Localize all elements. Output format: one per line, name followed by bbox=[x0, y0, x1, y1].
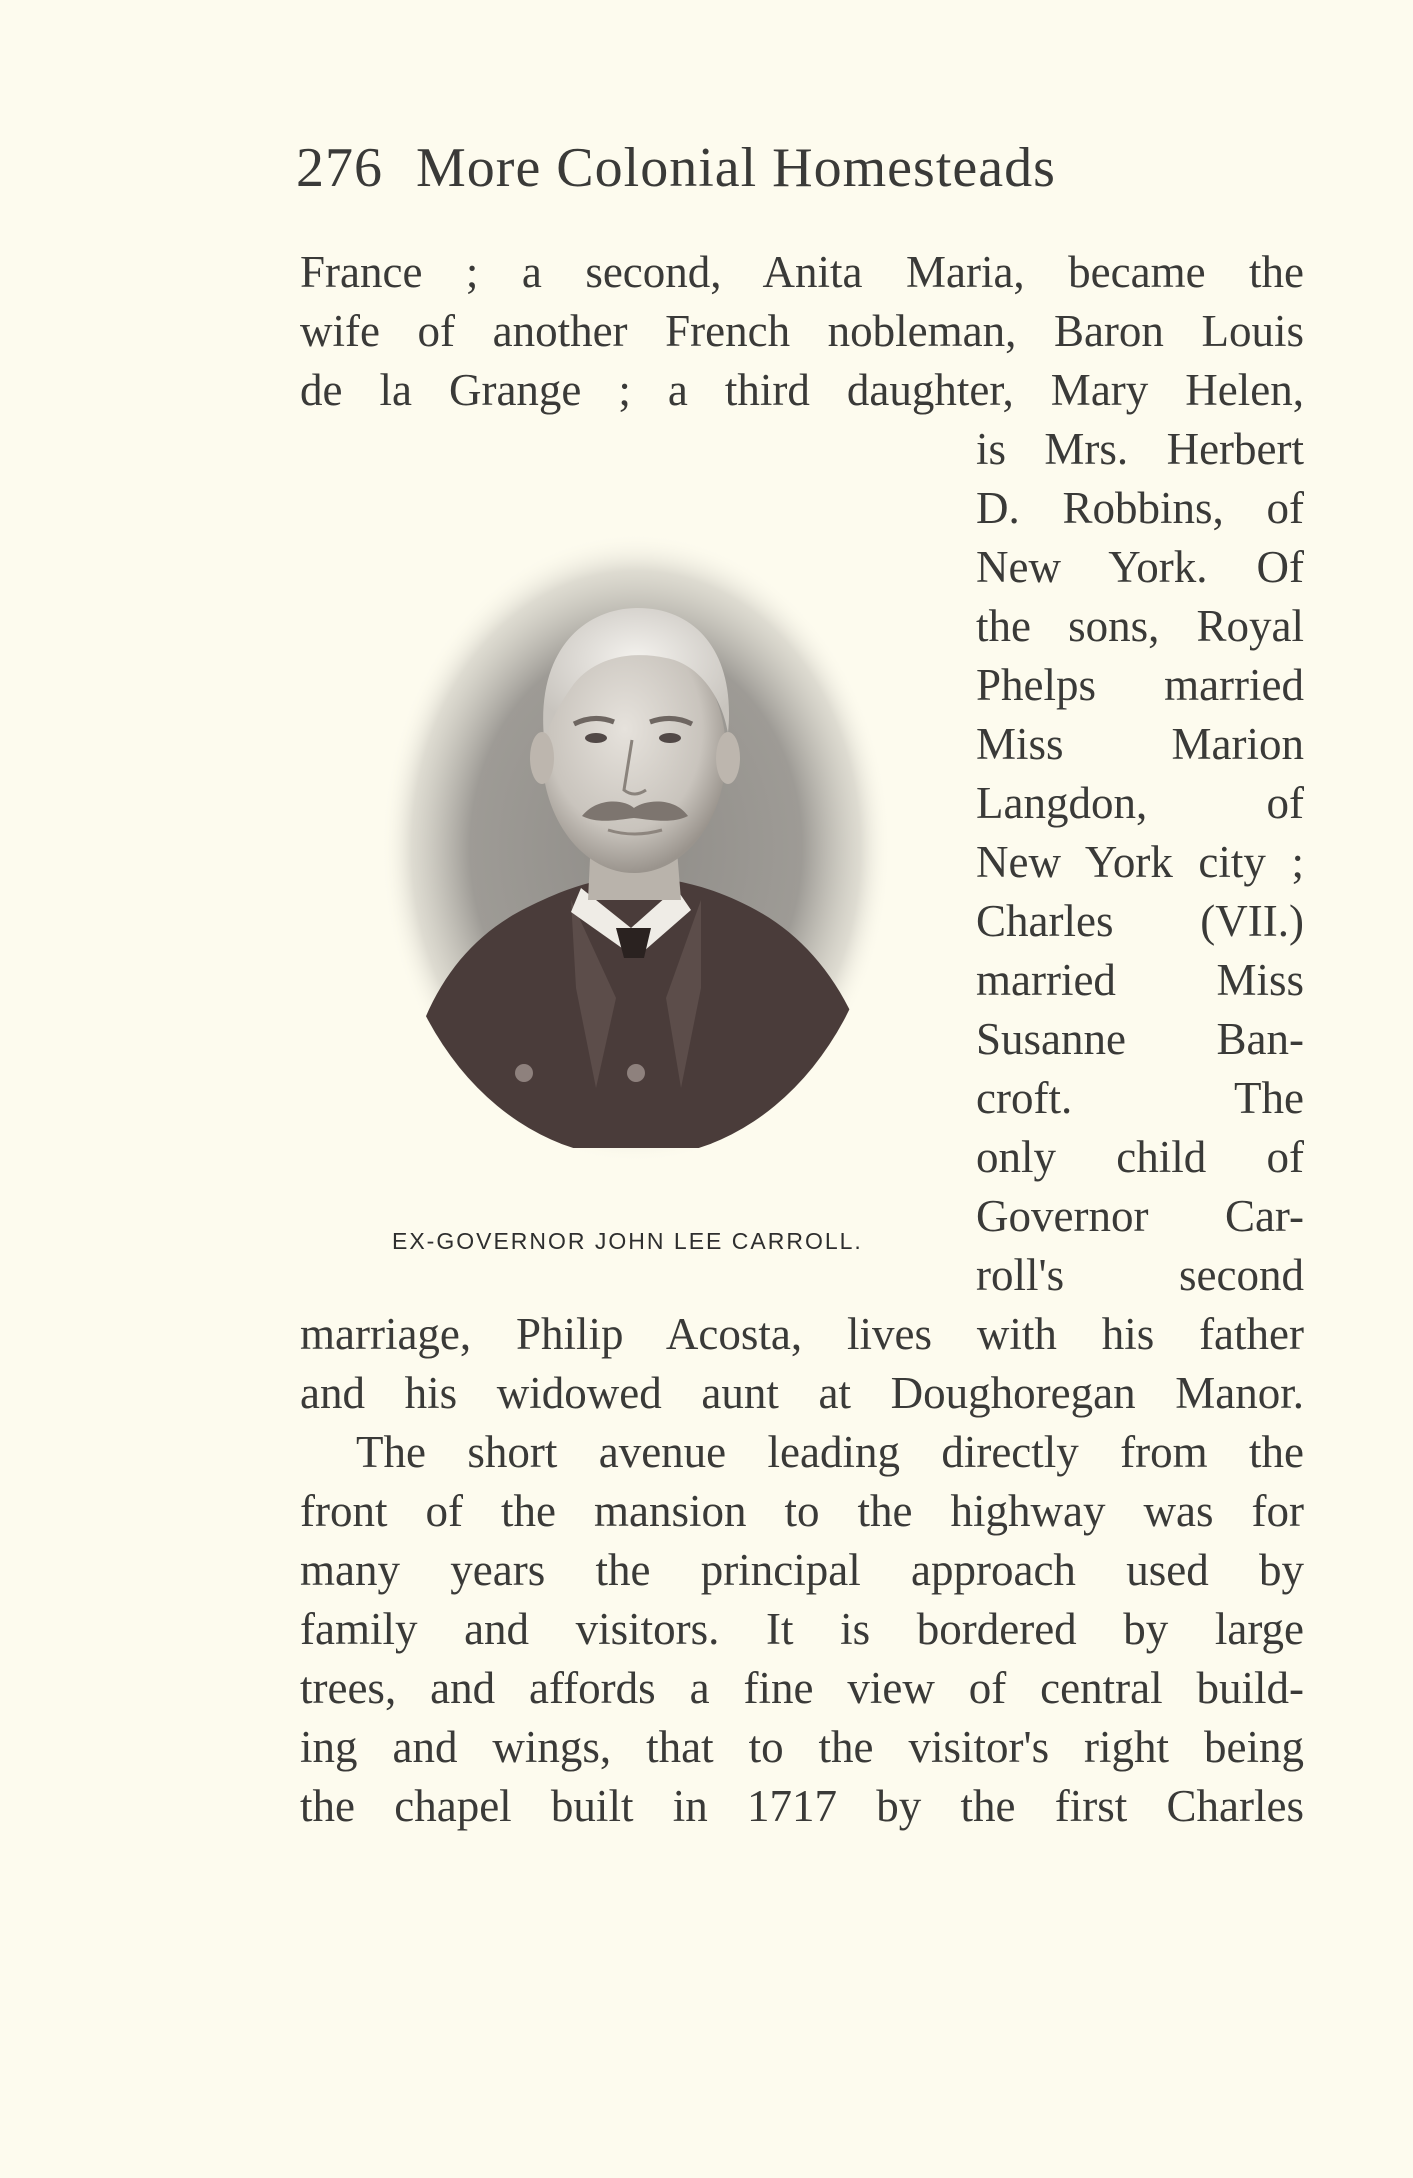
text-line: trees, and affords a fine view of central build- bbox=[300, 1663, 1304, 1713]
text-line: Langdon, of bbox=[976, 778, 1304, 828]
text-line: the sons, Royal bbox=[976, 601, 1304, 651]
text-line: married Miss bbox=[976, 955, 1304, 1005]
text-line: Governor Car- bbox=[976, 1191, 1304, 1241]
text-line: France ; a second, Anita Maria, became the bbox=[300, 247, 1304, 297]
text-line: Miss Marion bbox=[976, 719, 1304, 769]
text-line: family and visitors. It is bordered by large bbox=[300, 1604, 1304, 1654]
text-line: ing and wings, that to the visitor's right being bbox=[300, 1722, 1304, 1772]
text-line: many years the principal approach used by bbox=[300, 1545, 1304, 1595]
text-line: Charles (VII.) bbox=[976, 896, 1304, 946]
page-number: 276 bbox=[296, 137, 383, 199]
text-line: is Mrs. Herbert bbox=[976, 424, 1304, 474]
running-title: More Colonial Homesteads bbox=[416, 137, 1056, 199]
paragraph-start-line: The short avenue leading directly from the bbox=[356, 1427, 1304, 1477]
text-line: croft. The bbox=[976, 1073, 1304, 1123]
running-header bbox=[296, 136, 1056, 200]
text-line: front of the mansion to the highway was for bbox=[300, 1486, 1304, 1536]
text-line: Susanne Ban- bbox=[976, 1014, 1304, 1064]
text-line: New York. Of bbox=[976, 542, 1304, 592]
figure-caption: EX-GOVERNOR JOHN LEE CARROLL. bbox=[392, 1228, 863, 1254]
text-line: New York city ; bbox=[976, 837, 1304, 887]
portrait-engraving bbox=[376, 528, 896, 1168]
text-line: D. Robbins, of bbox=[976, 483, 1304, 533]
text-line: marriage, Philip Acosta, lives with his father bbox=[300, 1309, 1304, 1359]
text-line: only child of bbox=[976, 1132, 1304, 1182]
text-line: and his widowed aunt at Doughoregan Manor. bbox=[300, 1368, 1304, 1418]
text-line: the chapel built in 1717 by the first Charles bbox=[300, 1781, 1304, 1831]
text-line: Phelps married bbox=[976, 660, 1304, 710]
text-line: wife of another French nobleman, Baron Louis bbox=[300, 306, 1304, 356]
text-line: de la Grange ; a third daughter, Mary Helen, bbox=[300, 365, 1304, 415]
text-line: roll's second bbox=[976, 1250, 1304, 1300]
